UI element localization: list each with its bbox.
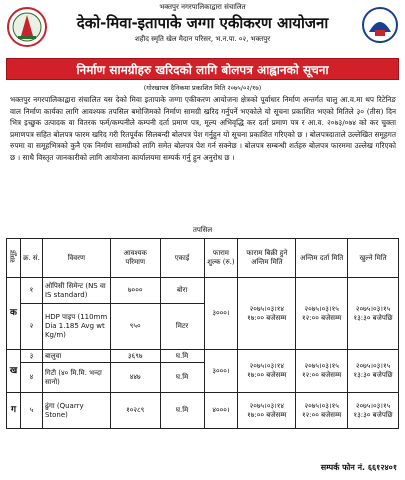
table-header-row [7,239,399,278]
row-description: ढुंगा (Quarry Stone) [42,393,110,429]
row-description: ओपिसी सिमेन्ट (NS वा IS standard) [42,278,110,304]
row-unit: घ.मि [160,393,204,429]
group-fee: ३०००। [204,350,238,393]
group-opening-date: २०७५।०३।१५ १३:३० बजेपछि [348,278,399,350]
group-registration-deadline: २०७५।०३।१५ १२:०० बजेसम्म [296,393,348,429]
group-fee: ४०००। [204,393,238,429]
row-unit: बोरा [160,278,204,304]
table-row [7,393,399,429]
address-line: शहीद स्मृति खेल मैदान परिसर, भ.न.पा. ०२, भक्तपुर [134,35,271,43]
header-unit: एकाई [160,239,204,278]
page-title: देको-मिवा-इतापाके जग्गा एकीकरण आयोजना [76,14,329,32]
row-sn: १ [21,278,43,304]
row-sn: २ [21,304,43,350]
row-unit: घ.मि [160,350,204,363]
org-line: भक्तपुर नगरपालिकाद्वारा संचालित [159,3,246,11]
group-registration-deadline: २०७५।०३।१५ १२:०० बजेसम्म [296,350,348,393]
group-fee: ३०००। [204,278,238,350]
group-label: ख [7,350,21,393]
header-form-fee: फाराम शुल्क (रु.) [204,239,238,278]
contact-phone: सम्पर्क फोन नं. ६६१२४०१ [320,463,397,472]
row-description: बालुवा [42,350,110,363]
row-quantity: ९५० [110,304,160,350]
group-label: क [7,278,21,350]
group-sale-deadline: २०७५।०३।१४ १७:०० बजेसम्म [238,393,296,429]
table-row [7,278,399,304]
table-row [7,350,399,363]
row-description: गिटी (४० मि.मि. भन्दा सानो) [42,363,110,393]
materials-table [6,238,399,429]
group-sale-deadline: २०७५।०३।१४ १७:०० बजेसम्म [238,278,296,350]
row-sn: ५ [21,393,43,429]
publication-reference: (गोरखापत्र दैनिकमा प्रकाशित मिति २०७५/०२/१७) [143,84,262,92]
row-quantity: ४४७ [110,363,160,393]
header-registration-deadline: अन्तिम दर्ता मिति [296,239,348,278]
group-label: ग [7,393,21,429]
group-opening-date: २०७५।०३।१५ १३:३० बजेपछि [348,350,399,393]
notice-banner: निर्माण सामग्रीहरु खरिदको लागि बोलपत्र आह्वानको सूचना [6,58,399,80]
row-quantity: १०२८९ [110,393,160,429]
group-sale-deadline: २०७५।०३।१४ १७:०० बजेसम्म [238,350,296,393]
group-opening-date: २०७५।०३।१५ १३:३० बजेपछि [348,393,399,429]
row-description: HDP पाइप (110mm Dia 1.185 Avg wt Kg/m) [42,304,110,350]
header-sn: क्र. सं. [21,239,43,278]
header-opening-date: खुल्ने मिति [348,239,399,278]
row-quantity: ७००० [110,278,160,304]
table-title: तपसिल [192,226,213,234]
header-group: समूह [7,239,21,278]
row-sn: ४ [21,363,43,393]
row-unit: घ.मि [160,363,204,393]
header-quantity: आवश्यक परिमाण [110,239,160,278]
row-sn: ३ [21,350,43,363]
row-unit: मिटर [160,304,204,350]
group-registration-deadline: २०७५।०३।१५ १२:०० बजेसम्म [296,278,348,350]
header-description: विवरण [42,239,110,278]
notice-body: भक्तपुर नगरपालिकाद्वारा संचालित यस देको मिवा इतापाके जग्गा एकीकरण आयोजना क्षेत्रको पूर्वाधार निर्माण अन्तर्गत चालु आ.व.मा थप रिटेनिङ वाल निर्माण कार्यका लागि आवश्यक तपसिल बमोजिमको निर्माण सामग्री खरिद गर्नुपर्ने भएकोले यो सूचना प्रकाशित भएको मितिले ३० (तीस) दिन भित्र इच्छुक उत्पादक वा वितरक फर्म/कम्पनीले कम्पनी दर्ता प्रमाण पत्र, मूल्य अभिवृद्धि कर दर्ता प्रमाण पत्र र आ.व. २०७३/०७४ को कर चुक्ता प्रमाणपत्र सहित बोलपत्र फारम खरिद गरी रितपूर्वक सिलबन्दी बोलपत्र पेश गर्नुहुन यो सूचना प्रकाशित गरिएको छ । बोलपत्रदाताले उल्लेखित समूहगत रुपमा वा समूहभित्रको कुनै एक निर्माण सामग्रीको लागि समेत बोलपत्र पेश गर्न सक्नेछ । बोलपत्र सम्बन्धी शर्तहरु बोलपत्र फारममा उल्लेख गरिएको छ । साथै विस्तृत जानकारीको लागि आयोजना कार्यालयमा सम्पर्क गर्नु हुन अनुरोध छ । [10,95,396,162]
header-sale-deadline: फाराम बिक्री हुने अन्तिम मिति [238,239,296,278]
row-quantity: ३६९७ [110,350,160,363]
